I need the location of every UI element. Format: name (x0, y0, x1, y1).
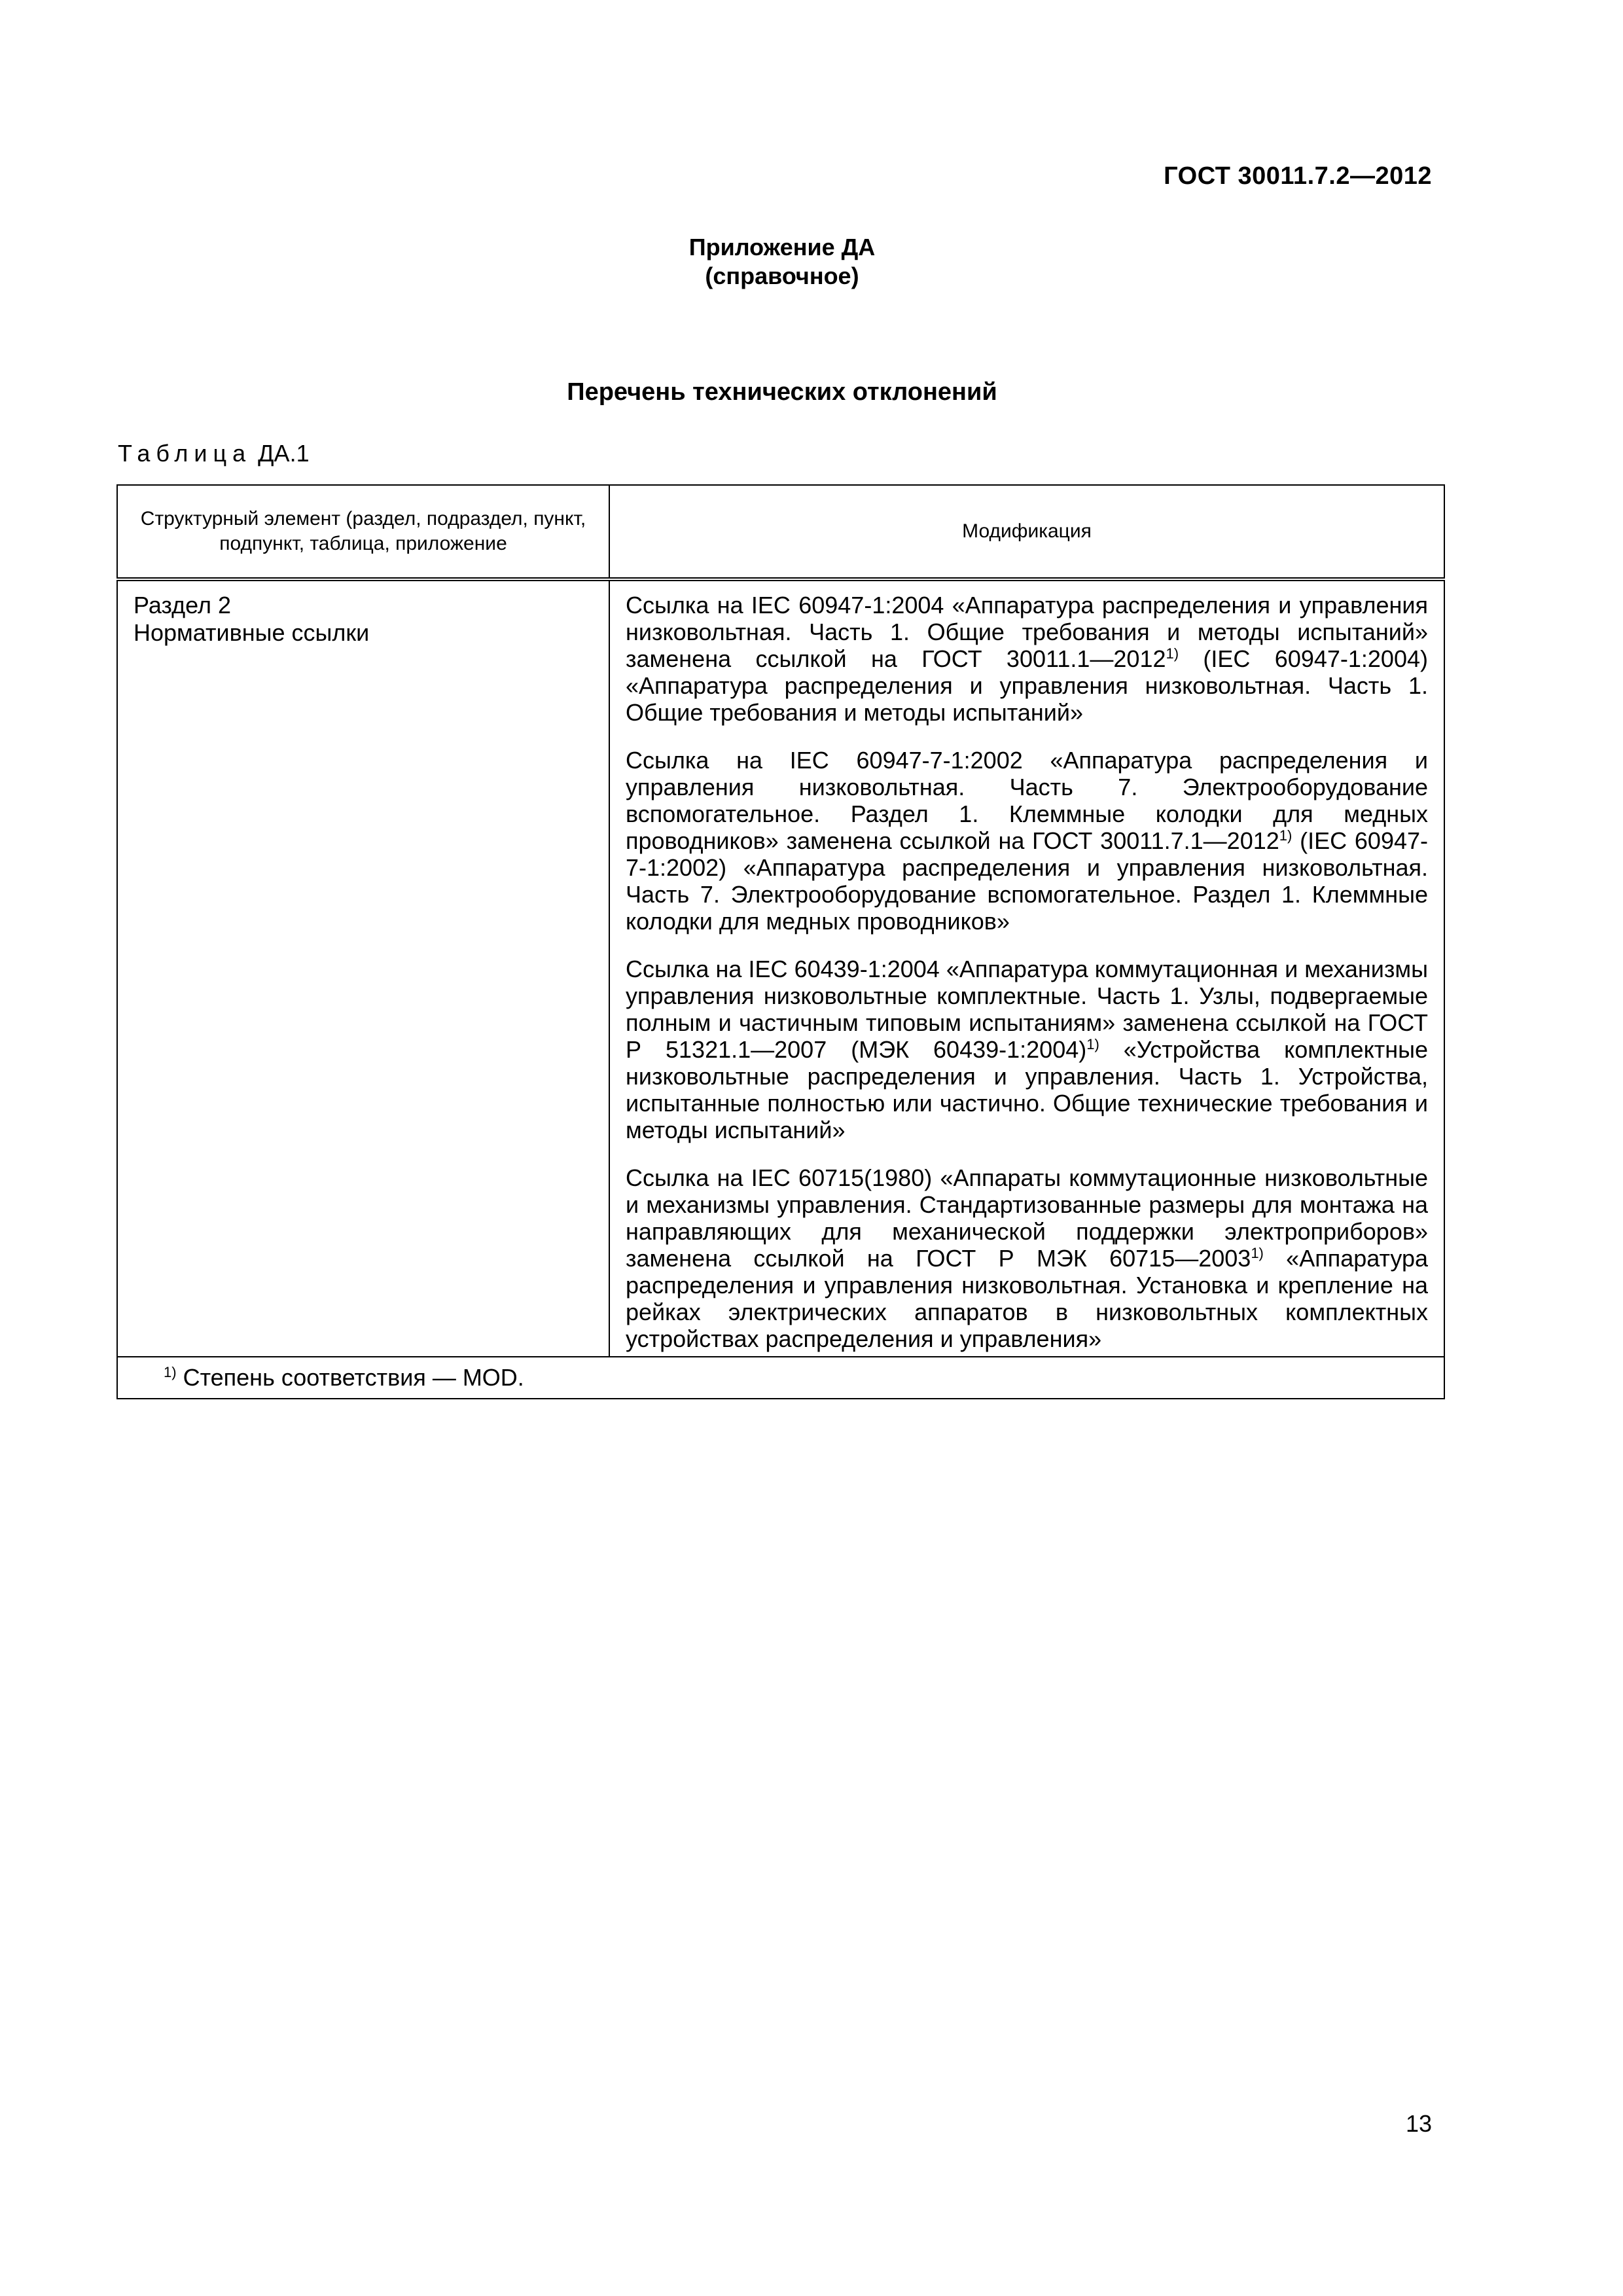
paragraph-text: «Устройства комплектные низковольтные распределения и управления. Часть 1. Устройства, испытанные полностью или частично. Общие технические требования и методы испытаний» (626, 1036, 1429, 1143)
document-code: ГОСТ 30011.7.2—2012 (1164, 162, 1432, 190)
table-header-row (117, 485, 1444, 579)
appendix-title-line1: Приложение ДА (688, 234, 876, 260)
paragraph-text: Ссылка на IEC 60439-1:2004 «Аппаратура коммутационная и механизмы управления низковольтные комплектные. Часть 1. Узлы, подвергаемые полным и частичным типовым испытаниям» заменена ссылкой на ГОСТ Р 51321.1—2007 (МЭК 60439-1:2004) (626, 956, 1428, 1063)
appendix-title-line2: (справочное) (705, 262, 859, 289)
paragraph-text: Ссылка на IEC 60947-7-1:2002 «Аппаратура распределения и управления низковольтная. Часть 7. Электрооборудование вспомогательное. Раздел 1. Клеммные колодки для медных проводников» заменена ссылкой на ГОСТ 30011.7.1—2012 (626, 747, 1428, 854)
header-modification: Модификация (609, 485, 1444, 579)
structural-element-cell (117, 579, 609, 1357)
element-section-name: Нормативные ссылки (134, 619, 370, 646)
element-section: Раздел 2 (134, 592, 232, 619)
header-structural-element: Структурный элемент (раздел, подраздел, пункт, подпункт, таблица, приложение (117, 485, 609, 579)
table-row (117, 579, 1444, 1357)
table-caption-word: Таблица (118, 440, 252, 467)
footnote-ref: 1) (1279, 827, 1293, 844)
footnote-marker: 1) (164, 1364, 177, 1380)
modification-paragraph (626, 747, 1428, 935)
paragraph-text: (IEC 60947-1:2004) «Аппаратура распределения и управления низковольтная. Часть 1. Общие требования и методы испытаний» (626, 645, 1428, 726)
modification-paragraph (626, 1164, 1428, 1352)
table-caption-number: ДА.1 (258, 440, 310, 467)
paragraph-text: (IEC 60947-7-1:2002) «Аппаратура распределения и управления низковольтная. Часть 7. Электрооборудование вспомогательное. Раздел 1. Клеммные колодки для медных проводников» (626, 827, 1428, 935)
paragraph-text: Ссылка на IEC 60715(1980) «Аппараты коммутационные низковольтные и механизмы управления. Стандартизованные размеры для монтажа на направляющих для механической поддержки электроприборов» заменена ссылкой на ГОСТ Р МЭК 60715—2003 (626, 1164, 1428, 1272)
footnote-cell (117, 1357, 1444, 1399)
table-caption (118, 440, 310, 467)
footnote-ref: 1) (1251, 1245, 1264, 1261)
footnote-ref: 1) (1166, 645, 1179, 662)
footnote-text: Степень соответствия — MOD. (176, 1364, 524, 1391)
modification-paragraph (626, 592, 1428, 726)
modification-paragraph (626, 956, 1428, 1143)
paragraph-text: Ссылка на IEC 60947-1:2004 «Аппаратура распределения и управления низковольтная. Часть 1. Общие требования и методы испытаний» заменена ссылкой на ГОСТ 30011.1—2012 (626, 592, 1428, 672)
modification-cell (609, 579, 1444, 1357)
page-number: 13 (1405, 2110, 1432, 2137)
footnote-row (117, 1357, 1444, 1399)
deviations-table (116, 484, 1445, 1399)
footnote-ref: 1) (1086, 1036, 1099, 1052)
page-title: Перечень технических отклонений (567, 378, 997, 406)
paragraph-text: «Аппаратура распределения и управления низковольтная. Установка и крепление на рейках электрических аппаратов в низковольтных комплектных устройствах распределения и управления» (626, 1245, 1429, 1352)
appendix-title (0, 233, 1564, 291)
